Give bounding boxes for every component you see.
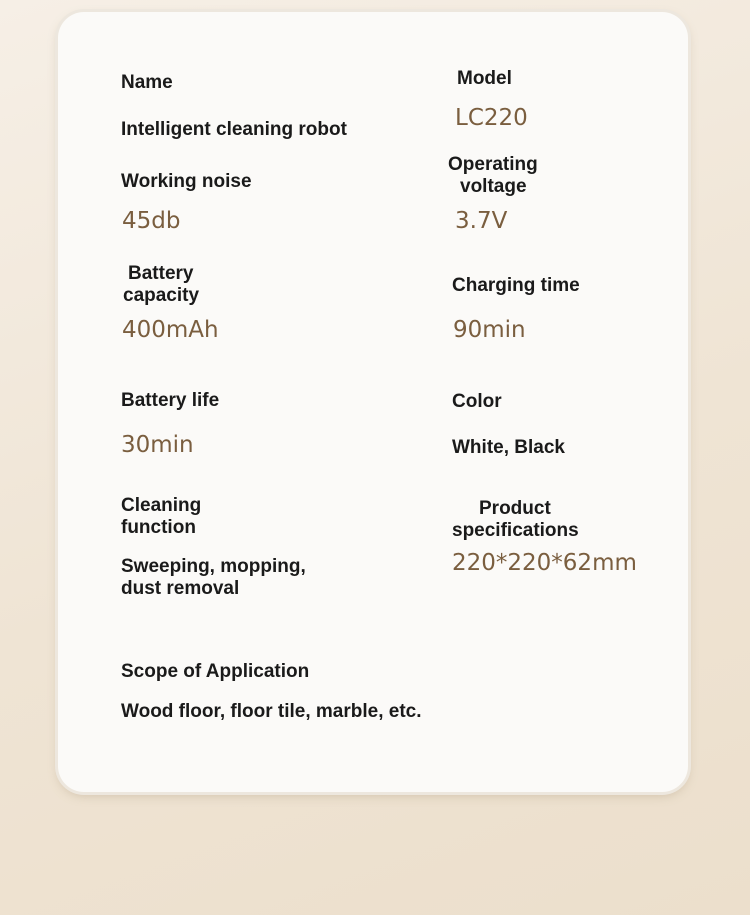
- cleaning-function-label-line1: Cleaning: [121, 495, 202, 516]
- model-value: LC220: [455, 105, 528, 131]
- battery-life-value: 30min: [121, 432, 194, 458]
- operating-voltage-label-line2: voltage: [460, 176, 527, 197]
- name-label: Name: [121, 72, 173, 93]
- charging-time-value: 90min: [453, 317, 526, 343]
- color-label: Color: [452, 391, 502, 412]
- battery-capacity-value: 400mAh: [122, 317, 219, 343]
- working-noise-label: Working noise: [121, 171, 252, 192]
- operating-voltage-value: 3.7V: [455, 208, 508, 234]
- scope-label: Scope of Application: [121, 661, 310, 682]
- charging-time-label: Charging time: [452, 275, 580, 296]
- operating-voltage-label-line1: Operating: [448, 154, 538, 175]
- product-specifications-value: 220*220*62mm: [452, 550, 637, 576]
- product-specifications-label-line2: specifications: [452, 520, 579, 541]
- product-specifications-label-line1: Product: [479, 498, 551, 519]
- color-value: White, Black: [452, 437, 565, 458]
- cleaning-function-value-line1: Sweeping, mopping,: [121, 556, 306, 577]
- cleaning-function-label-line2: function: [121, 517, 196, 538]
- model-label: Model: [457, 68, 512, 89]
- battery-capacity-label-line2: capacity: [123, 285, 200, 306]
- name-value: Intelligent cleaning robot: [121, 119, 347, 140]
- cleaning-function-value-line2: dust removal: [121, 578, 240, 599]
- scope-value: Wood floor, floor tile, marble, etc.: [121, 701, 422, 722]
- battery-capacity-label-line1: Battery: [128, 263, 194, 284]
- working-noise-value: 45db: [122, 208, 181, 234]
- battery-life-label: Battery life: [121, 390, 220, 411]
